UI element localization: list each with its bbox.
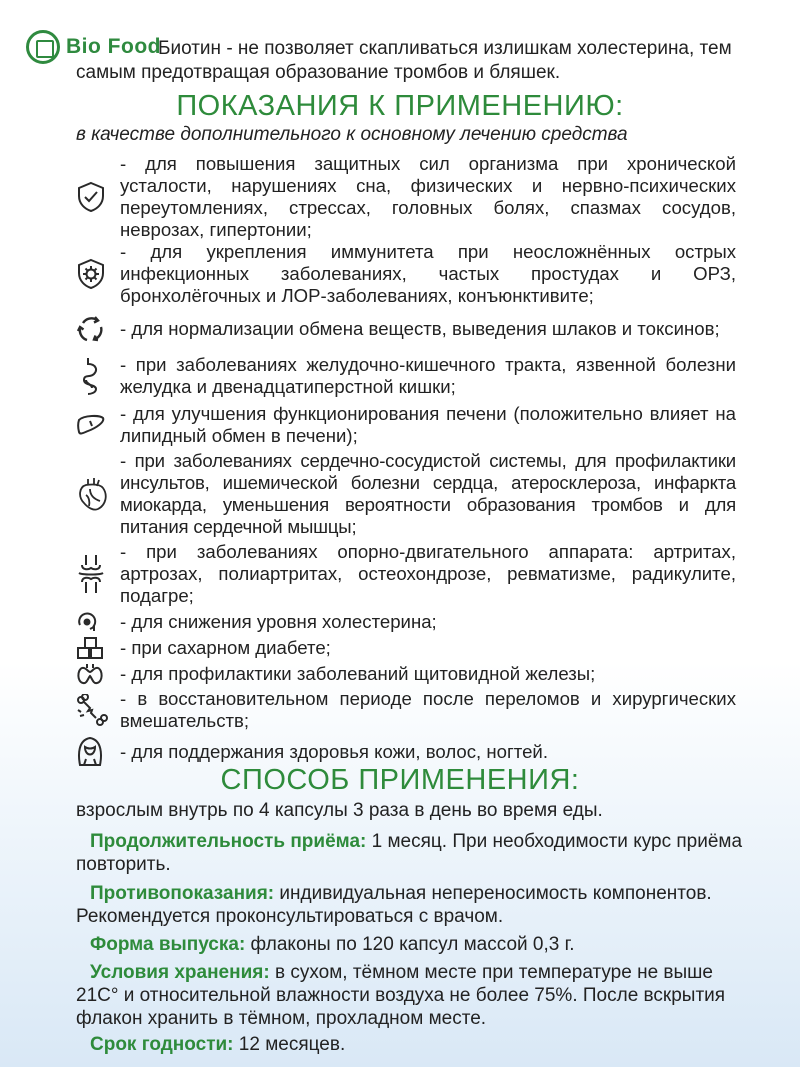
list-item: - для повышения защитных сил организма при хронической усталости, нарушениях сна, физических и нервно-психических переутомлениях, стрессах, головных болях, спазмах сосудов, неврозах, гипертонии; bbox=[76, 153, 736, 241]
shelf-life-text: 12 месяцев. bbox=[233, 1034, 346, 1055]
list-item: - для профилактики заболеваний щитовидной железы; bbox=[76, 661, 736, 687]
list-item: - для поддержания здоровья кожи, волос, ногтей. bbox=[76, 733, 736, 771]
stomach-icon bbox=[76, 356, 120, 396]
indications-list bbox=[76, 153, 736, 771]
list-item: - при сахарном диабете; bbox=[76, 635, 736, 661]
sugar-cubes-icon bbox=[76, 636, 120, 660]
list-item: - при заболеваниях желудочно-кишечного тракта, язвенной болезни желудка и двенадцатиперстной кишки; bbox=[76, 351, 736, 401]
liver-icon bbox=[76, 414, 120, 436]
indications-title: ПОКАЗАНИЯ К ПРИМЕНЕНИЮ: bbox=[176, 90, 624, 122]
thyroid-icon bbox=[76, 662, 120, 686]
storage-paragraph bbox=[76, 961, 756, 1030]
storage-text: в сухом, тёмном месте при температуре не выше 21С° и относительной влажности воздуха не более 75%. После вскрытия флакон хранить в тёмном, прохладном месте. bbox=[76, 962, 726, 1029]
contraindications-label: Противопоказания: bbox=[90, 883, 275, 904]
logo-emblem-icon bbox=[26, 30, 60, 64]
shield-check-icon bbox=[76, 181, 120, 213]
intro-paragraph: Биотин - не позволяет скапливаться излишкам холестерина, тем самым предотвращая образование тромбов и бляшек. bbox=[76, 38, 732, 83]
list-item: - при заболеваниях сердечно-сосудистой системы, для профилактики инсультов, ишемической болезни сердца, атеросклероза, инфаркта миокарда, уменьшения вероятности образования тромбов и для питания сердечной мышцы; bbox=[76, 449, 736, 539]
list-item: - в восстановительном периоде после переломов и хирургических вмешательств; bbox=[76, 687, 736, 733]
duration-label: Продолжительность приёма: bbox=[90, 831, 367, 852]
bone-fracture-icon bbox=[76, 694, 120, 726]
shelf-life-paragraph bbox=[76, 1033, 756, 1056]
contraindications-paragraph bbox=[76, 882, 756, 928]
list-item: - при заболеваниях опорно-двигательного аппарата: артритах, артрозах, полиартритах, остеохондрозе, ревматизме, радикулите, подагре; bbox=[76, 539, 736, 609]
duration-text: 1 месяц. При необходимости курс приёма повторить. bbox=[76, 831, 743, 875]
form-text: флаконы по 120 капсул массой 0,3 г. bbox=[245, 934, 575, 955]
joint-icon bbox=[76, 553, 120, 595]
list-item: - для укрепления иммунитета при неосложнённых острых инфекционных заболеваниях, частых простудах и ОРЗ, бронхолёгочных и ЛОР-заболеваниях, конъюнктивите; bbox=[76, 241, 736, 307]
indications-subtitle: в качестве дополнительного к основному лечению средства bbox=[76, 124, 628, 145]
usage-title: СПОСОБ ПРИМЕНЕНИЯ: bbox=[220, 764, 580, 796]
usage-text: взрослым внутрь по 4 капсулы 3 раза в день во время еды. bbox=[76, 800, 603, 821]
metabolism-cycle-icon bbox=[76, 314, 120, 344]
list-item: - для снижения уровня холестерина; bbox=[76, 609, 736, 635]
storage-label: Условия хранения: bbox=[90, 962, 270, 983]
cholesterol-icon bbox=[76, 612, 120, 632]
list-item: - для нормализации обмена веществ, выведения шлаков и токсинов; bbox=[76, 307, 736, 351]
duration-paragraph bbox=[76, 830, 756, 876]
heart-organ-icon bbox=[76, 475, 120, 513]
form-paragraph bbox=[76, 933, 756, 956]
contraindications-text: индивидуальная непереносимость компонентов. Рекомендуется проконсультироваться с врачом. bbox=[76, 883, 712, 927]
virus-shield-icon bbox=[76, 258, 120, 290]
form-label: Форма выпуска: bbox=[90, 934, 246, 955]
logo-text: Bio Food bbox=[66, 35, 161, 58]
list-item: - для улучшения функционирования печени (положительно влияет на липидный обмен в печени); bbox=[76, 401, 736, 449]
shelf-life-label: Срок годности: bbox=[90, 1034, 234, 1055]
